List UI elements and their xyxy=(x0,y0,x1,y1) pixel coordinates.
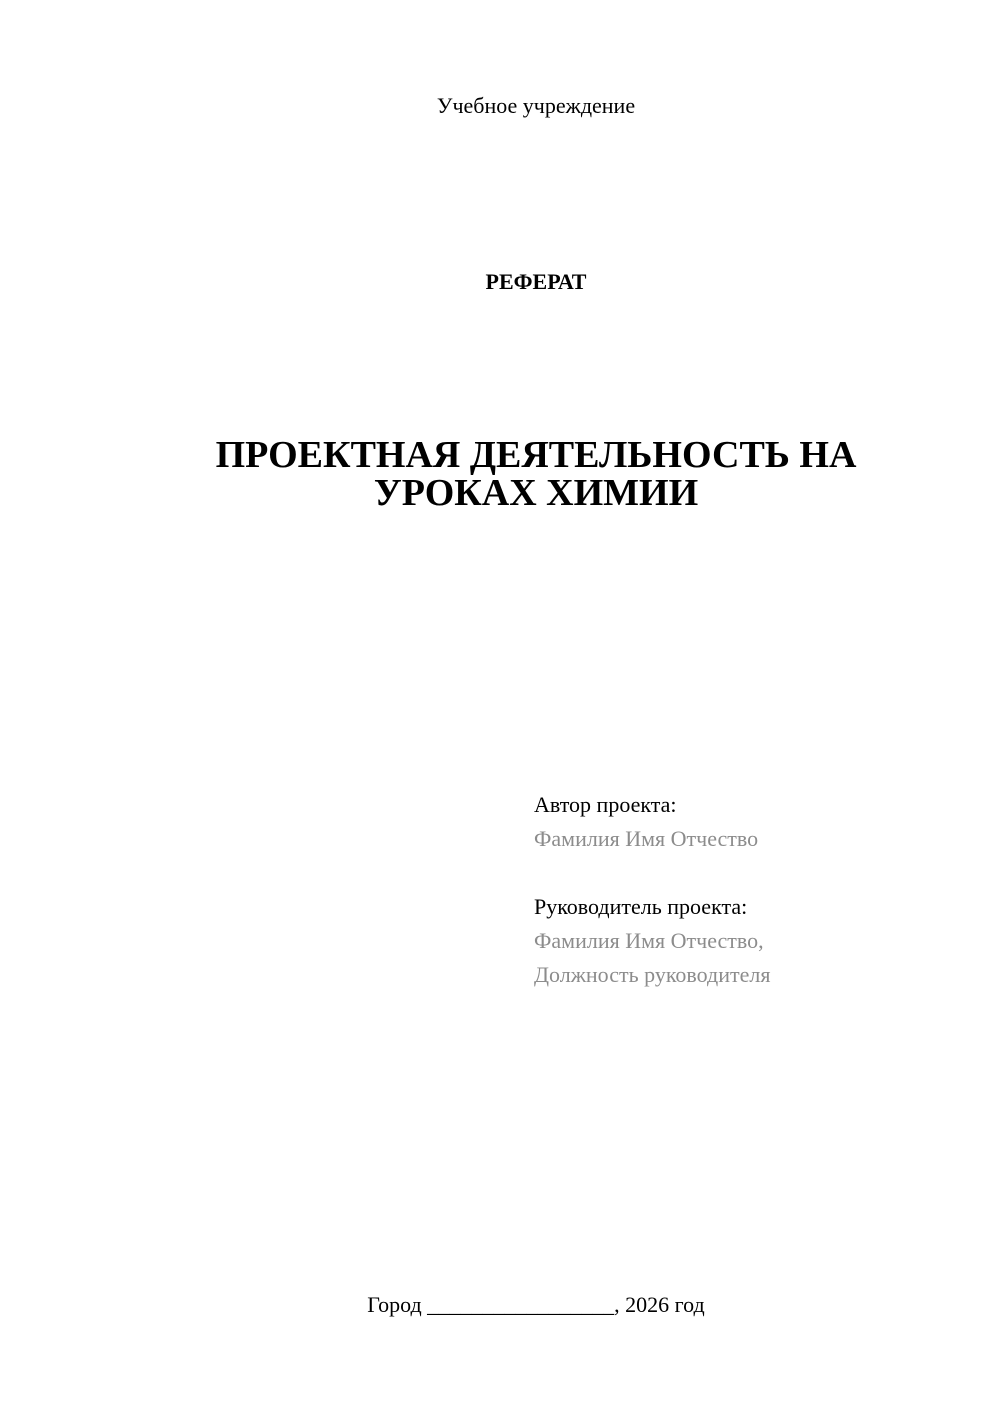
document-title xyxy=(0,436,1000,512)
author-name: Фамилия Имя Отчество xyxy=(534,826,759,851)
project-info-block xyxy=(534,788,954,992)
document-title-line-1: ПРОЕКТНАЯ ДЕЯТЕЛЬНОСТЬ НА xyxy=(215,434,857,476)
supervisor-name: Фамилия Имя Отчество, xyxy=(534,928,764,953)
document-type: РЕФЕРАТ xyxy=(485,269,587,294)
city-year-line: Город _________________, 2026 год xyxy=(367,1292,705,1317)
document-title-line-2: УРОКАХ ХИМИИ xyxy=(373,472,699,514)
supervisor-label: Руководитель проекта: xyxy=(534,894,748,919)
author-label: Автор проекта: xyxy=(534,792,677,817)
info-spacer xyxy=(534,856,954,890)
institution-name: Учебное учреждение xyxy=(436,93,636,118)
supervisor-position: Должность руководителя xyxy=(534,962,771,987)
